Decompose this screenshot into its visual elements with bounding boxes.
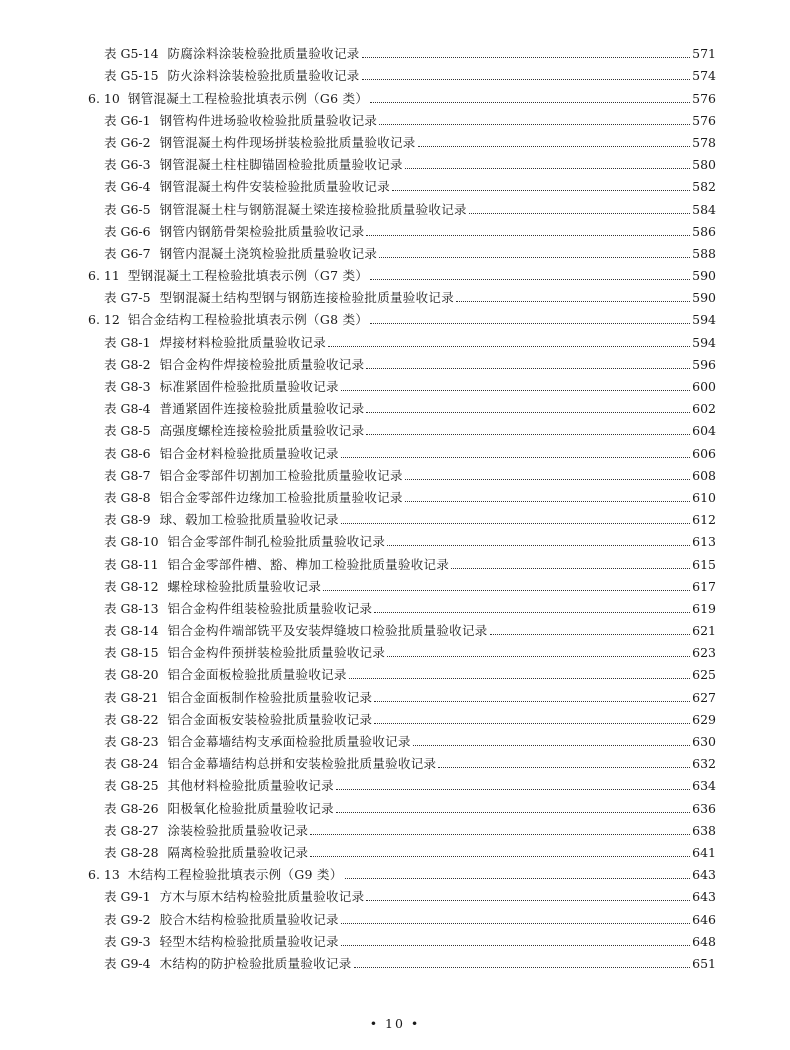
toc-entry-title: 标准紧固件检验批质量验收记录: [159, 379, 339, 394]
toc-entry-title: 铝合金构件端部铣平及安装焊缝坡口检验批质量验收记录: [167, 623, 488, 639]
toc-dot-leader: [438, 765, 690, 768]
toc-table-entry[interactable]: [88, 727, 716, 749]
toc-entry-number: 表 G8-6: [104, 445, 151, 461]
toc-table-entry[interactable]: [88, 172, 716, 194]
toc-table-entry[interactable]: [88, 327, 716, 349]
toc-entry-title: 型钢混凝土结构型钢与钢筋连接检验批质量验收记录: [159, 290, 454, 306]
toc-table-entry[interactable]: [88, 394, 716, 416]
toc-entry-number: 6. 10: [88, 90, 120, 106]
toc-dot-leader: [366, 233, 690, 236]
toc-entry-number: 表 G8-12: [104, 578, 159, 594]
toc-entry-page: 596: [692, 356, 716, 372]
toc-entry-number: 表 G8-28: [104, 844, 159, 860]
toc-dot-leader: [341, 388, 690, 391]
toc-table-entry[interactable]: [88, 549, 716, 571]
page-number: • 10 •: [369, 1016, 421, 1031]
toc-entry-title: 铝合金幕墙结构总拼和安装检验批质量验收记录: [167, 756, 437, 772]
toc-dot-leader: [341, 521, 690, 524]
toc-entry-page: 617: [692, 578, 716, 594]
toc-entry-page: 602: [692, 401, 716, 417]
toc-entry-title: 铝合金零部件边缘加工检验批质量验收记录: [159, 489, 403, 505]
toc-dot-leader: [387, 543, 690, 546]
toc-entry-number: 表 G6-6: [104, 223, 151, 239]
toc-entry-page: 651: [692, 955, 716, 971]
toc-table-entry[interactable]: [88, 106, 716, 128]
toc-entry-number: 表 G8-24: [104, 756, 159, 772]
toc-dot-leader: [379, 122, 690, 125]
toc-entry-number: 表 G8-15: [104, 645, 159, 661]
toc-entry-number: 表 G8-7: [104, 467, 151, 483]
toc-table-entry[interactable]: [88, 372, 716, 394]
toc-dot-leader: [374, 610, 690, 613]
toc-entry-title: 铝合金构件焊接检验批质量验收记录: [159, 356, 365, 372]
toc-table-entry[interactable]: [88, 150, 716, 172]
toc-entry-number: 表 G9-2: [104, 911, 151, 927]
toc-entry-number: 表 G5-15: [104, 68, 159, 84]
toc-table-entry[interactable]: [88, 882, 716, 904]
toc-entry-title: 铝合金零部件切割加工检验批质量验收记录: [159, 467, 403, 483]
toc-table-entry[interactable]: [88, 904, 716, 926]
toc-entry-number: 表 G8-1: [104, 334, 151, 350]
toc-entry-page: 571: [692, 46, 716, 62]
toc-entry-title: 铝合金零部件制孔检验批质量验收记录: [167, 534, 386, 550]
toc-entry-page: 634: [692, 778, 716, 794]
toc-entry-number: 表 G8-25: [104, 778, 159, 794]
toc-entry-title: 胶合木结构检验批质量验收记录: [159, 911, 339, 927]
toc-entry-number: 6. 11: [88, 268, 120, 284]
toc-table-entry[interactable]: [88, 283, 716, 305]
toc-entry-page: 646: [692, 911, 716, 927]
toc-entry-number: 表 G8-10: [104, 534, 159, 550]
toc-entry-page: 625: [692, 667, 716, 683]
toc-dot-leader: [341, 921, 690, 924]
toc-entry-page: 582: [692, 179, 716, 195]
toc-entry-page: 606: [692, 445, 716, 461]
toc-entry-page: 576: [692, 90, 716, 106]
toc-dot-leader: [405, 499, 690, 502]
table-of-contents: [88, 39, 716, 971]
toc-dot-leader: [354, 965, 690, 968]
toc-entry-page: 641: [692, 844, 716, 860]
toc-entry-title: 阳极氧化检验批质量验收记录: [167, 800, 334, 816]
toc-entry-page: 600: [692, 379, 716, 394]
toc-dot-leader: [366, 366, 690, 369]
toc-entry-title: 高强度螺栓连接检验批质量验收记录: [159, 423, 365, 439]
toc-dot-leader: [405, 166, 690, 169]
toc-entry-title: 防腐涂料涂装检验批质量验收记录: [167, 46, 360, 62]
toc-entry-page: 638: [692, 822, 716, 838]
toc-entry-number: 表 G7-5: [104, 290, 151, 306]
toc-entry-title: 普通紧固件连接检验批质量验收记录: [159, 401, 365, 417]
toc-entry-page: 578: [692, 134, 716, 150]
toc-dot-leader: [328, 344, 690, 347]
toc-entry-number: 表 G8-3: [104, 379, 151, 394]
toc-entry-number: 表 G8-20: [104, 667, 159, 683]
toc-entry-title: 铝合金材料检验批质量验收记录: [159, 445, 339, 461]
toc-dot-leader: [366, 432, 690, 435]
toc-entry-page: 621: [692, 623, 716, 639]
toc-entry-number: 表 G8-22: [104, 711, 159, 727]
toc-entry-page: 590: [692, 290, 716, 306]
toc-entry-title: 涂装检验批质量验收记录: [167, 822, 309, 838]
toc-entry-title: 焊接材料检验批质量验收记录: [159, 334, 326, 350]
toc-entry-number: 表 G6-5: [104, 201, 151, 217]
toc-entry-page: 627: [692, 689, 716, 705]
toc-dot-leader: [362, 55, 690, 58]
toc-dot-leader: [370, 277, 690, 280]
toc-section-entry[interactable]: [88, 261, 716, 283]
toc-dot-leader: [323, 588, 690, 591]
toc-table-entry[interactable]: [88, 194, 716, 216]
toc-entry-page: 608: [692, 467, 716, 483]
toc-dot-leader: [456, 299, 690, 302]
toc-dot-leader: [366, 898, 690, 901]
toc-table-entry[interactable]: [88, 816, 716, 838]
toc-dot-leader: [418, 144, 690, 147]
toc-entry-page: 612: [692, 512, 716, 528]
toc-entry-title: 螺栓球检验批质量验收记录: [167, 578, 322, 594]
toc-dot-leader: [345, 876, 690, 879]
toc-dot-leader: [336, 787, 690, 790]
toc-table-entry[interactable]: [88, 239, 716, 261]
toc-dot-leader: [370, 321, 690, 324]
toc-entry-number: 表 G8-9: [104, 512, 151, 528]
toc-dot-leader: [349, 676, 690, 679]
toc-entry-number: 表 G8-27: [104, 822, 159, 838]
toc-table-entry[interactable]: [88, 838, 716, 860]
toc-entry-page: 643: [692, 889, 716, 905]
toc-entry-title: 铝合金面板安装检验批质量验收记录: [167, 711, 373, 727]
toc-table-entry[interactable]: [88, 705, 716, 727]
toc-entry-page: 590: [692, 268, 716, 284]
toc-entry-title: 钢管内混凝土浇筑检验批质量验收记录: [159, 245, 378, 261]
toc-entry-title: 球、毂加工检验批质量验收记录: [159, 512, 339, 528]
toc-table-entry[interactable]: [88, 771, 716, 793]
toc-table-entry[interactable]: [88, 594, 716, 616]
toc-entry-page: 615: [692, 556, 716, 572]
toc-entry-title: 防火涂料涂装检验批质量验收记录: [167, 68, 360, 84]
toc-entry-title: 隔离检验批质量验收记录: [167, 844, 309, 860]
toc-section-entry[interactable]: [88, 83, 716, 105]
toc-entry-number: 表 G8-5: [104, 423, 151, 439]
toc-entry-number: 表 G6-4: [104, 179, 151, 195]
toc-entry-title: 铝合金结构工程检验批填表示例（G8 类）: [127, 312, 369, 328]
toc-entry-page: 604: [692, 423, 716, 439]
toc-table-entry[interactable]: [88, 660, 716, 682]
toc-entry-number: 表 G8-11: [104, 556, 159, 572]
toc-dot-leader: [451, 566, 690, 569]
toc-dot-leader: [490, 632, 690, 635]
toc-entry-title: 钢管混凝土构件现场拼装检验批质量验收记录: [159, 134, 416, 150]
toc-table-entry[interactable]: [88, 61, 716, 83]
toc-dot-leader: [341, 455, 690, 458]
toc-entry-title: 铝合金构件组装检验批质量验收记录: [167, 600, 373, 616]
toc-entry-title: 铝合金零部件槽、豁、榫加工检验批质量验收记录: [167, 556, 450, 572]
toc-entry-title: 木结构的防护检验批质量验收记录: [159, 955, 352, 971]
toc-dot-leader: [387, 654, 690, 657]
toc-entry-title: 轻型木结构检验批质量验收记录: [159, 933, 339, 949]
toc-entry-page: 648: [692, 933, 716, 949]
toc-entry-page: 588: [692, 245, 716, 261]
toc-table-entry[interactable]: [88, 350, 716, 372]
toc-entry-number: 6. 12: [88, 312, 120, 328]
toc-entry-title: 钢管构件进场验收检验批质量验收记录: [159, 112, 378, 128]
toc-table-entry[interactable]: [88, 793, 716, 815]
toc-entry-page: 632: [692, 756, 716, 772]
toc-dot-leader: [362, 77, 690, 80]
toc-dot-leader: [374, 699, 690, 702]
toc-dot-leader: [379, 255, 690, 258]
toc-entry-page: 594: [692, 334, 716, 350]
toc-entry-page: 623: [692, 645, 716, 661]
toc-table-entry[interactable]: [88, 949, 716, 971]
toc-dot-leader: [374, 721, 690, 724]
toc-table-entry[interactable]: [88, 128, 716, 150]
toc-entry-page: 574: [692, 68, 716, 84]
toc-entry-title: 钢管内钢筋骨架检验批质量验收记录: [159, 223, 365, 239]
toc-entry-page: 636: [692, 800, 716, 816]
toc-entry-number: 表 G8-2: [104, 356, 151, 372]
toc-table-entry[interactable]: [88, 438, 716, 460]
toc-entry-title: 钢管混凝土柱与钢筋混凝土梁连接检验批质量验收记录: [159, 201, 467, 217]
toc-entry-number: 表 G8-8: [104, 489, 151, 505]
toc-dot-leader: [336, 810, 690, 813]
toc-table-entry[interactable]: [88, 505, 716, 527]
toc-entry-number: 表 G5-14: [104, 46, 159, 62]
toc-entry-page: 586: [692, 223, 716, 239]
toc-entry-page: 584: [692, 201, 716, 217]
toc-dot-leader: [341, 943, 690, 946]
toc-entry-title: 钢管混凝土工程检验批填表示例（G6 类）: [127, 90, 369, 106]
toc-entry-page: 619: [692, 600, 716, 616]
toc-table-entry[interactable]: [88, 616, 716, 638]
toc-entry-number: 表 G6-2: [104, 134, 151, 150]
toc-table-entry[interactable]: [88, 461, 716, 483]
toc-table-entry[interactable]: [88, 416, 716, 438]
toc-entry-page: 643: [692, 867, 716, 883]
toc-entry-title: 铝合金构件预拼装检验批质量验收记录: [167, 645, 386, 661]
toc-entry-number: 表 G9-4: [104, 955, 151, 971]
toc-entry-page: 594: [692, 312, 716, 328]
toc-entry-title: 其他材料检验批质量验收记录: [167, 778, 334, 794]
toc-table-entry[interactable]: [88, 483, 716, 505]
toc-table-entry[interactable]: [88, 217, 716, 239]
toc-entry-title: 钢管混凝土构件安装检验批质量验收记录: [159, 179, 390, 195]
toc-entry-number: 6. 13: [88, 867, 120, 883]
toc-section-entry[interactable]: [88, 860, 716, 882]
toc-table-entry[interactable]: [88, 39, 716, 61]
toc-section-entry[interactable]: [88, 305, 716, 327]
toc-entry-number: 表 G8-21: [104, 689, 159, 705]
toc-entry-title: 钢管混凝土柱柱脚锚固检验批质量验收记录: [159, 157, 403, 173]
toc-entry-page: 630: [692, 734, 716, 749]
toc-table-entry[interactable]: [88, 927, 716, 949]
toc-entry-number: 表 G8-26: [104, 800, 159, 816]
toc-table-entry[interactable]: [88, 749, 716, 771]
toc-entry-number: 表 G8-4: [104, 401, 151, 417]
toc-entry-page: 576: [692, 112, 716, 128]
toc-dot-leader: [310, 832, 690, 835]
toc-entry-title: 铝合金面板制作检验批质量验收记录: [167, 689, 373, 705]
toc-entry-number: 表 G6-7: [104, 245, 151, 261]
toc-dot-leader: [413, 743, 690, 746]
toc-table-entry[interactable]: [88, 638, 716, 660]
toc-entry-page: 629: [692, 711, 716, 727]
toc-table-entry[interactable]: [88, 572, 716, 594]
toc-entry-title: 铝合金幕墙结构支承面检验批质量验收记录: [167, 734, 411, 749]
toc-entry-number: 表 G8-13: [104, 600, 159, 616]
toc-dot-leader: [405, 477, 690, 480]
toc-entry-page: 610: [692, 489, 716, 505]
toc-entry-number: 表 G9-3: [104, 933, 151, 949]
toc-entry-page: 613: [692, 534, 716, 550]
toc-dot-leader: [392, 188, 690, 191]
toc-entry-number: 表 G6-1: [104, 112, 151, 128]
toc-dot-leader: [469, 211, 690, 214]
toc-entry-page: 580: [692, 157, 716, 173]
toc-table-entry[interactable]: [88, 527, 716, 549]
toc-dot-leader: [310, 854, 690, 857]
toc-table-entry[interactable]: [88, 682, 716, 704]
toc-entry-title: 铝合金面板检验批质量验收记录: [167, 667, 347, 683]
toc-entry-title: 方木与原木结构检验批质量验收记录: [159, 889, 365, 905]
toc-dot-leader: [370, 100, 690, 103]
toc-entry-number: 表 G9-1: [104, 889, 151, 905]
toc-entry-title: 型钢混凝土工程检验批填表示例（G7 类）: [127, 268, 369, 284]
toc-dot-leader: [366, 410, 690, 413]
toc-entry-number: 表 G6-3: [104, 157, 151, 173]
toc-entry-title: 木结构工程检验批填表示例（G9 类）: [127, 867, 343, 883]
toc-entry-number: 表 G8-23: [104, 734, 159, 749]
toc-entry-number: 表 G8-14: [104, 623, 159, 639]
